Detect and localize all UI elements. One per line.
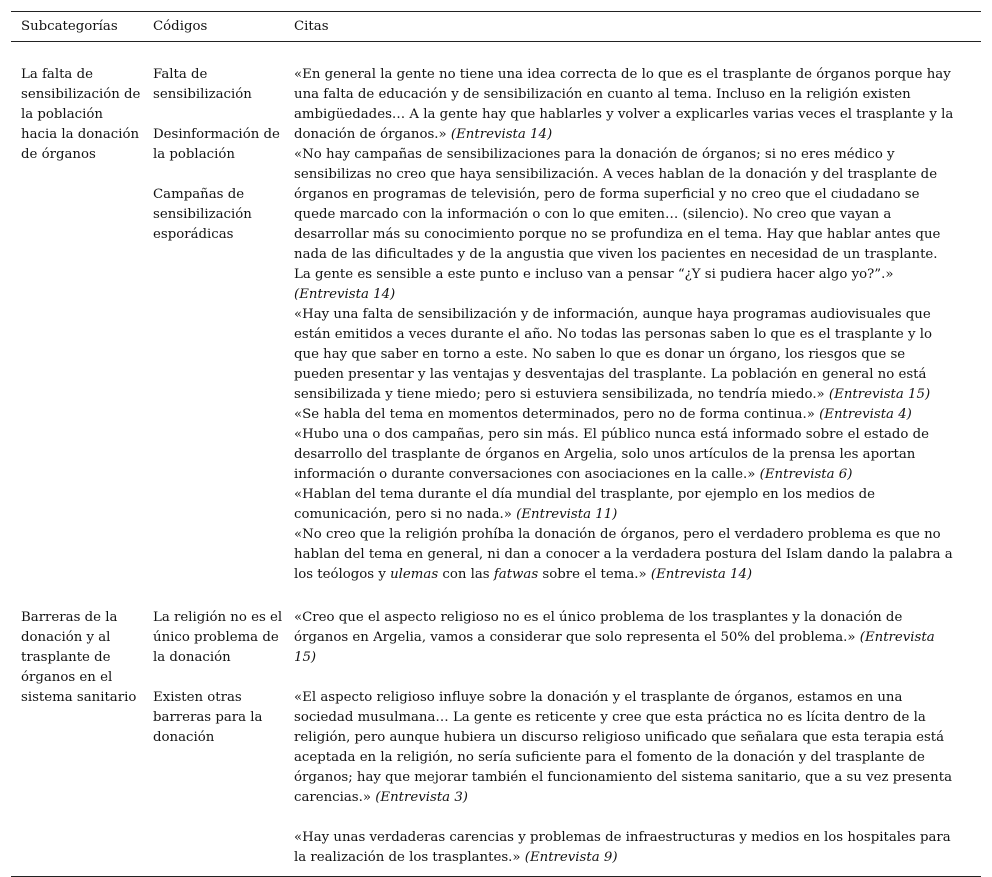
quote-text: «No hay campañas de sensibilizaciones para la donación de órganos; si no eres médico y sensibilizas no creo que haya sensibilización. A veces hablan de la donación y del trasplante de órganos en programas de televisión, pero de forma superficial y no creo que el ciudadano se quede marcado con la información o con lo que emiten… (silencio). No creo que vayan a desarrollar más su conocimiento porque no se profundiza en el tema. Hay que hablar antes que nada de las dificultades y de la angustia que viven los pacientes en necesidad de un trasplante. La gente es sensible a este punto e incluso van a pensar “¿Y si pudiera hacer algo yo?”.»	[294, 147, 941, 282]
code-item: La religión no es el único problema de la donación	[153, 610, 283, 665]
subcategory-cell	[11, 608, 142, 708]
code-item: Falta de sensibilización	[153, 67, 252, 102]
subcategory-text: Barreras de la donación y al trasplante de órganos en el sistema sanitario	[21, 610, 137, 705]
quote-term: fatwas	[493, 567, 539, 582]
quote-source: (Entrevista 14)	[450, 127, 553, 142]
quote-text: «No creo que la religión prohíba la donación de órganos, pero el verdadero problema es que no hablan del tema en general, ni dan a conocer a la verdadera postura del Islam dando la palabra a los teólogos y	[294, 527, 953, 582]
quote-term: ulemas	[390, 567, 439, 582]
subcategory-text: La falta de sensibilización de la población hacia la donación de órganos	[21, 67, 141, 162]
quote	[294, 828, 957, 868]
quote-source: (Entrevista 11)	[516, 507, 618, 522]
quote-text: «Hubo una o dos campañas, pero sin más. El público nunca está informado sobre el estado de desarrollo del trasplante de órganos en Argelia, solo unos artículos de la prensa les aportan información o durante conversaciones con asociaciones en la calle.»	[294, 427, 930, 482]
codes-cell	[142, 65, 283, 245]
code-item: Existen otras barreras para la donación	[153, 690, 263, 745]
table-row	[11, 608, 981, 877]
quote-text: «El aspecto religioso influye sobre la donación y el trasplante de órganos, estamos en una sociedad musulmana… La gente es reticente y cree que esta práctica no es lícita dentro de la religión, pero aunque hubiera un discurso religioso unificado que señalara que esta terapia está aceptada en la religión, no sería suficiente para el fomento de la donación y del trasplante de órganos; hay que mejorar también el funcionamiento del sistema sanitario, que a su vez presenta carencias.»	[294, 690, 953, 805]
quote-text: «Creo que el aspecto religioso no es el único problema de los trasplantes y la donación de órganos en Argelia, vamos a considerar que solo representa el 50% del problema.»	[294, 610, 903, 645]
quote-text: con las	[438, 567, 494, 582]
header-subcategorias: Subcategorías	[21, 18, 118, 34]
quote	[294, 608, 957, 668]
quote-source: (Entrevista 15)	[828, 387, 931, 402]
quote-source: (Entrevista 14)	[650, 567, 753, 582]
quote-source: (Entrevista 9)	[524, 850, 618, 865]
code-item: Campañas de sensibilización esporádicas	[153, 187, 252, 242]
quote-text: «En general la gente no tiene una idea correcta de lo que es el trasplante de órganos porque hay una falta de educación y de sensibilización en cuanto al tema. Incluso en la religión existen ambigüedades… A la gente hay que hablarles y volver a explicarles varias veces el trasplante y la donación de órganos.»	[294, 67, 954, 142]
quotes-table	[11, 11, 981, 877]
quotes-cell	[283, 608, 981, 868]
header-citas: Citas	[294, 18, 329, 34]
quote-text: «Hablan del tema durante el día mundial del trasplante, por ejemplo en los medios de comunicación, pero si no nada.»	[294, 487, 875, 522]
quote-source: (Entrevista 3)	[375, 790, 468, 805]
quote-text: «Hay unas verdaderas carencias y problemas de infraestructuras y medios en los hospitales para la realización de los trasplantes.»	[294, 830, 951, 865]
quote	[294, 65, 957, 145]
quote-text: «Se habla del tema en momentos determinados, pero no de forma continua.»	[294, 407, 815, 422]
quote	[294, 145, 957, 305]
quote-source: (Entrevista 6)	[759, 467, 853, 482]
quote-source: (Entrevista 14)	[294, 287, 396, 302]
quote	[294, 425, 957, 485]
header-codigos: Códigos	[153, 18, 208, 34]
quote	[294, 405, 957, 425]
quote-text: sobre el tema.»	[538, 567, 647, 582]
quote-text: «Hay una falta de sensibilización y de información, aunque haya programas audiovisuales que están emitidos a veces durante el año. No todas las personas saben lo que es el trasplante y lo que hay que saber en torno a este. No saben lo que es donar un órgano, los riesgos que se pueden presentar y las ventajas y desventajas del trasplante. La población en general no está sensibilizada y tiene miedo; pero si estuviera sensibilizada, no tendría miedo.»	[294, 307, 933, 402]
quote-source: (Entrevista 4)	[819, 407, 912, 422]
table-header	[11, 12, 981, 42]
quote	[294, 305, 957, 405]
quotes-cell	[283, 65, 981, 585]
table-row	[11, 42, 981, 608]
code-item: Desinformación de la población	[153, 127, 280, 162]
codes-cell	[142, 608, 283, 748]
quote	[294, 485, 957, 525]
quote-source: (Entrevista 15)	[294, 630, 935, 665]
subcategory-cell	[11, 65, 142, 165]
quote	[294, 525, 957, 585]
quote	[294, 688, 957, 808]
